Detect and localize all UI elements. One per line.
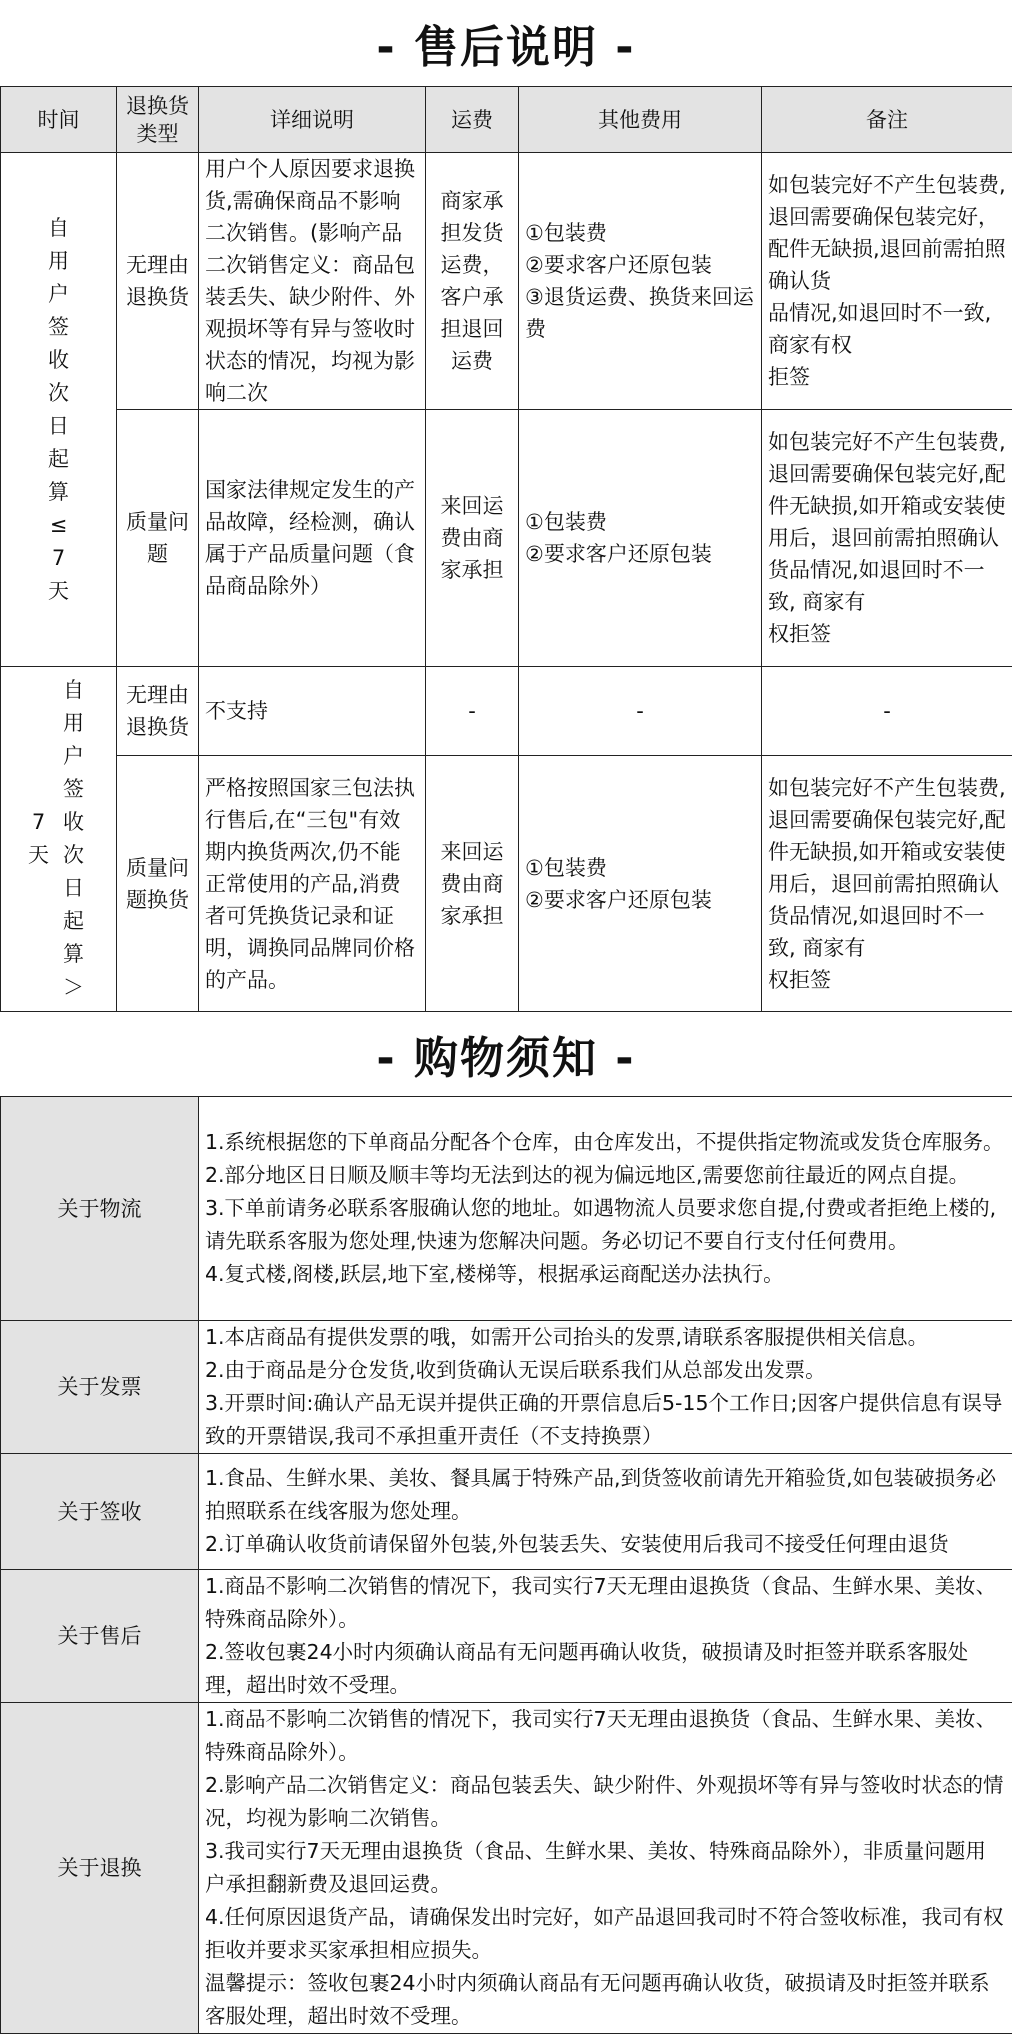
table-row xyxy=(1,410,1012,667)
table-row xyxy=(1,1703,1012,2034)
detail-cell: 用户个人原因要求退换货,需确保商品不影响二次销售。(影响产品二次销售定义：商品包装丢失、缺少附件、外观损坏等有异与签收时状态的情况，均视为影响二次 xyxy=(199,153,426,410)
other-fee-cell: ①包装费 ②要求客户还原包装 xyxy=(519,756,762,1012)
time-cell-over-7-days xyxy=(1,667,117,1012)
other-fee-cell: - xyxy=(519,667,762,756)
time-days-label: 7 天 xyxy=(24,806,54,872)
other-fee-cell: ①包装费 ②要求客户还原包装 ③退货运费、换货来回运费 xyxy=(519,153,762,410)
detail-cell: 不支持 xyxy=(199,667,426,756)
notice-head-return: 关于退换 xyxy=(1,1703,199,2034)
note-cell: 如包装完好不产生包装费,退回需要确保包装完好,配件无缺损,如开箱或安装使用后，退回前需拍照确认货品情况,如退回时不一致, 商家有 权拒签 xyxy=(762,410,1012,667)
shipping-cell: 来回运费由商家承担 xyxy=(426,410,519,667)
notice-body-return: 1.商品不影响二次销售的情况下，我司实行7天无理由退换货（食品、生鲜水果、美妆、特殊商品除外）。 2.影响产品二次销售定义：商品包装丢失、缺少附件、外观损坏等有异与签收时状态的情况，均视为影响二次销售。 3.我司实行7天无理由退换货（食品、生鲜水果、美妆、特殊商品除外），非质量问题用户承担翻新费及退回运费。 4.任何原因退货产品，请确保发出时完好，如产品退回我司时不符合签收标准，我司有权拒收并要求买家承担相应损失。 温馨提示：签收包裹24小时内须确认商品有无问题再确认收货，破损请及时拒签并联系客服处理，超出时效不受理。 xyxy=(199,1703,1012,2034)
table-row xyxy=(1,1097,1012,1321)
header-time: 时间 xyxy=(1,87,117,153)
type-cell: 无理由退换货 xyxy=(117,667,199,756)
time-chars: 自 用 户 签 收 次 日 起 算 ＞ xyxy=(54,674,94,1004)
shipping-cell: 来回运费由商家承担 xyxy=(426,756,519,1012)
aftersale-table xyxy=(0,86,1012,1012)
notice-body-aftersale: 1.商品不影响二次销售的情况下，我司实行7天无理由退换货（食品、生鲜水果、美妆、特殊商品除外）。 2.签收包裹24小时内须确认商品有无问题再确认收货，破损请及时拒签并联系客服处理，超出时效不受理。 xyxy=(199,1570,1012,1703)
detail-cell: 国家法律规定发生的产品故障，经检测，确认属于产品质量问题（食品商品除外） xyxy=(199,410,426,667)
header-detail: 详细说明 xyxy=(199,87,426,153)
notice-head-receipt: 关于签收 xyxy=(1,1454,199,1570)
table-row xyxy=(1,153,1012,410)
shopping-notice-title: - 购物须知 - xyxy=(0,1012,1012,1096)
notice-body-logistics: 1.系统根据您的下单商品分配各个仓库，由仓库发出，不提供指定物流或发货仓库服务。 2.部分地区日日顺及顺丰等均无法到达的视为偏远地区,需要您前往最近的网点自提。 3.下单前请务必联系客服确认您的地址。如遇物流人员要求您自提,付费或者拒绝上楼的,请先联系客服为您处理,快速为您解决问题。务必切记不要自行支付任何费用。 4.复式楼,阁楼,跃层,地下室,楼梯等，根据承运商配送办法执行。 xyxy=(199,1097,1012,1321)
notice-head-aftersale: 关于售后 xyxy=(1,1570,199,1703)
type-cell: 质量问题 xyxy=(117,410,199,667)
time-cell-within-7-days: 自 用 户 签 收 次 日 起 算 ≤ 7 天 xyxy=(1,153,117,667)
header-shipping: 运费 xyxy=(426,87,519,153)
notice-head-logistics: 关于物流 xyxy=(1,1097,199,1321)
header-other: 其他费用 xyxy=(519,87,762,153)
note-cell: 如包装完好不产生包装费,退回需要确保包装完好，配件无缺损,退回前需拍照确认货 品情况,如退回时不一致,商家有权 拒签 xyxy=(762,153,1012,410)
other-fee-cell: ①包装费 ②要求客户还原包装 xyxy=(519,410,762,667)
notice-head-invoice: 关于发票 xyxy=(1,1321,199,1454)
header-note: 备注 xyxy=(762,87,1012,153)
table-header-row xyxy=(1,87,1012,153)
type-cell: 无理由退换货 xyxy=(117,153,199,410)
table-row xyxy=(1,667,1012,756)
shopping-notice-table xyxy=(0,1096,1012,2034)
notice-body-receipt: 1.食品、生鲜水果、美妆、餐具属于特殊产品,到货签收前请先开箱验货,如包装破损务必拍照联系在线客服为您处理。 2.订单确认收货前请保留外包装,外包装丢失、安装使用后我司不接受任何理由退货 xyxy=(199,1454,1012,1570)
table-row xyxy=(1,1454,1012,1570)
notice-body-invoice: 1.本店商品有提供发票的哦，如需开公司抬头的发票,请联系客服提供相关信息。 2.由于商品是分仓发货,收到货确认无误后联系我们从总部发出发票。 3.开票时间:确认产品无误并提供正确的开票信息后5-15个工作日;因客户提供信息有误导致的开票错误,我司不承担重开责任（不支持换票） xyxy=(199,1321,1012,1454)
header-type: 退换货类型 xyxy=(117,87,199,153)
shipping-cell: - xyxy=(426,667,519,756)
note-cell: 如包装完好不产生包装费,退回需要确保包装完好,配件无缺损,如开箱或安装使用后，退回前需拍照确认货品情况,如退回时不一致, 商家有 权拒签 xyxy=(762,756,1012,1012)
type-cell: 质量问题换货 xyxy=(117,756,199,1012)
aftersale-title: - 售后说明 - xyxy=(0,0,1012,86)
table-row xyxy=(1,1321,1012,1454)
table-row xyxy=(1,756,1012,1012)
detail-cell: 严格按照国家三包法执行售后,在“三包"有效期内换货两次,仍不能正常使用的产品,消费者可凭换货记录和证明，调换同品牌同价格的产品。 xyxy=(199,756,426,1012)
table-row xyxy=(1,1570,1012,1703)
note-cell: - xyxy=(762,667,1012,756)
shipping-cell: 商家承担发货运费，客户承担退回运费 xyxy=(426,153,519,410)
